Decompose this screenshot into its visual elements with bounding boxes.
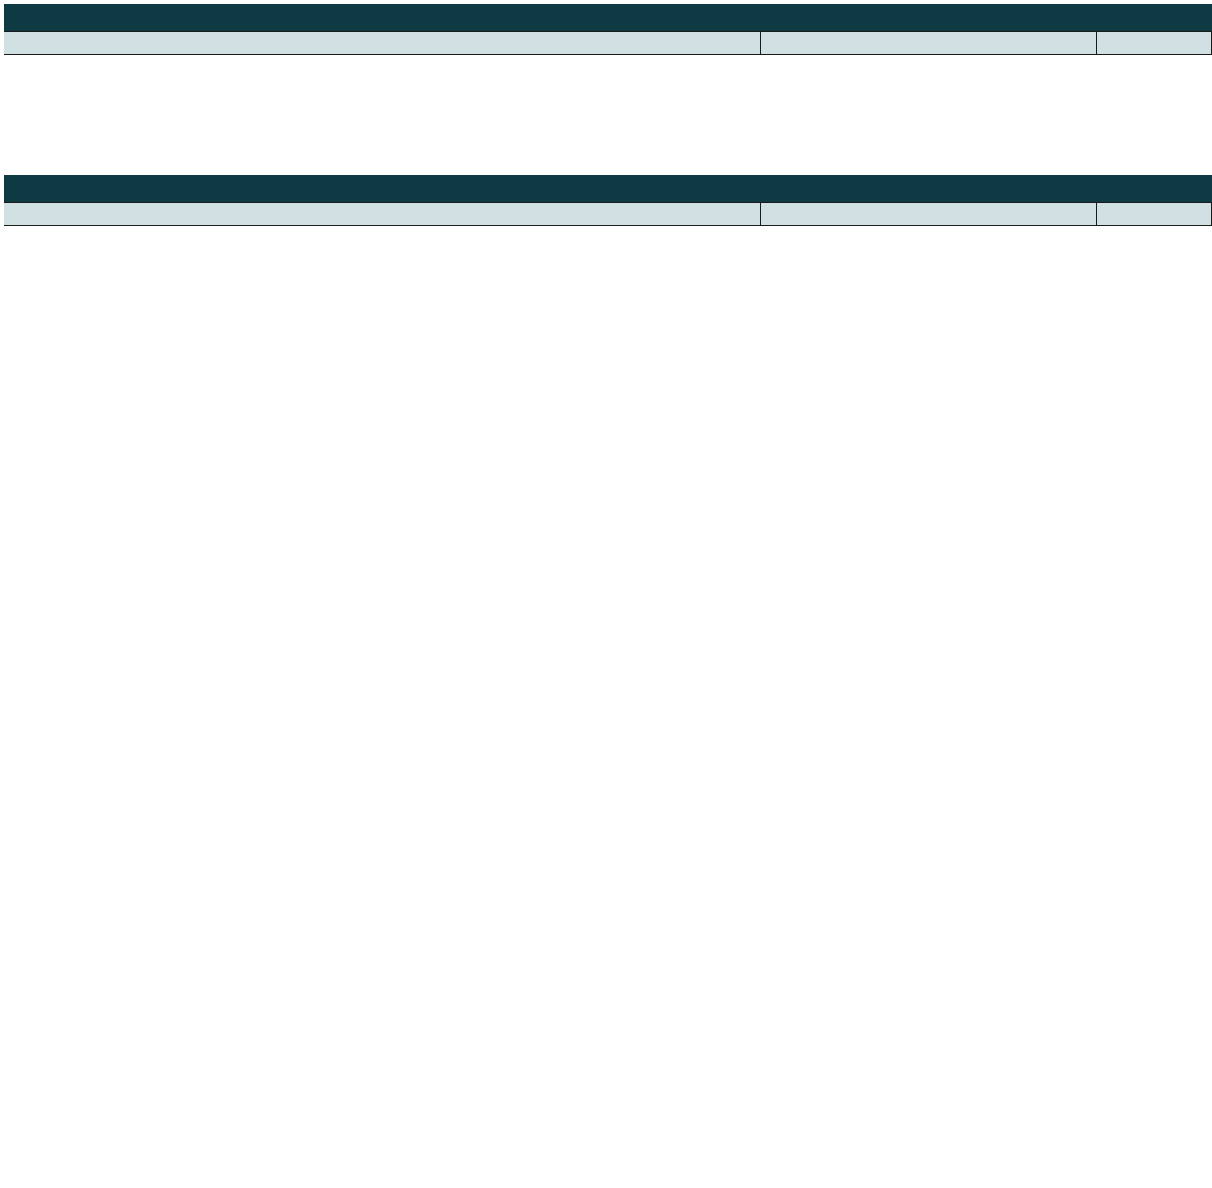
technology-score-title bbox=[4, 175, 1212, 202]
header-empty-cell[interactable] bbox=[1097, 31, 1212, 55]
technology-score-title-row bbox=[0, 175, 1212, 202]
scorecard-header[interactable] bbox=[1097, 202, 1212, 226]
header-question-cell[interactable] bbox=[4, 31, 761, 55]
technology-score-header-row bbox=[0, 202, 1212, 226]
description-header[interactable] bbox=[761, 202, 1097, 226]
initial-screening-title-row bbox=[0, 4, 1212, 31]
keep-researching-header[interactable] bbox=[761, 31, 1097, 55]
initial-screening-header-row bbox=[0, 31, 1212, 55]
empty-grid bbox=[0, 970, 1212, 1188]
initial-screening-title bbox=[4, 4, 1212, 31]
header-question-cell[interactable] bbox=[4, 202, 761, 226]
